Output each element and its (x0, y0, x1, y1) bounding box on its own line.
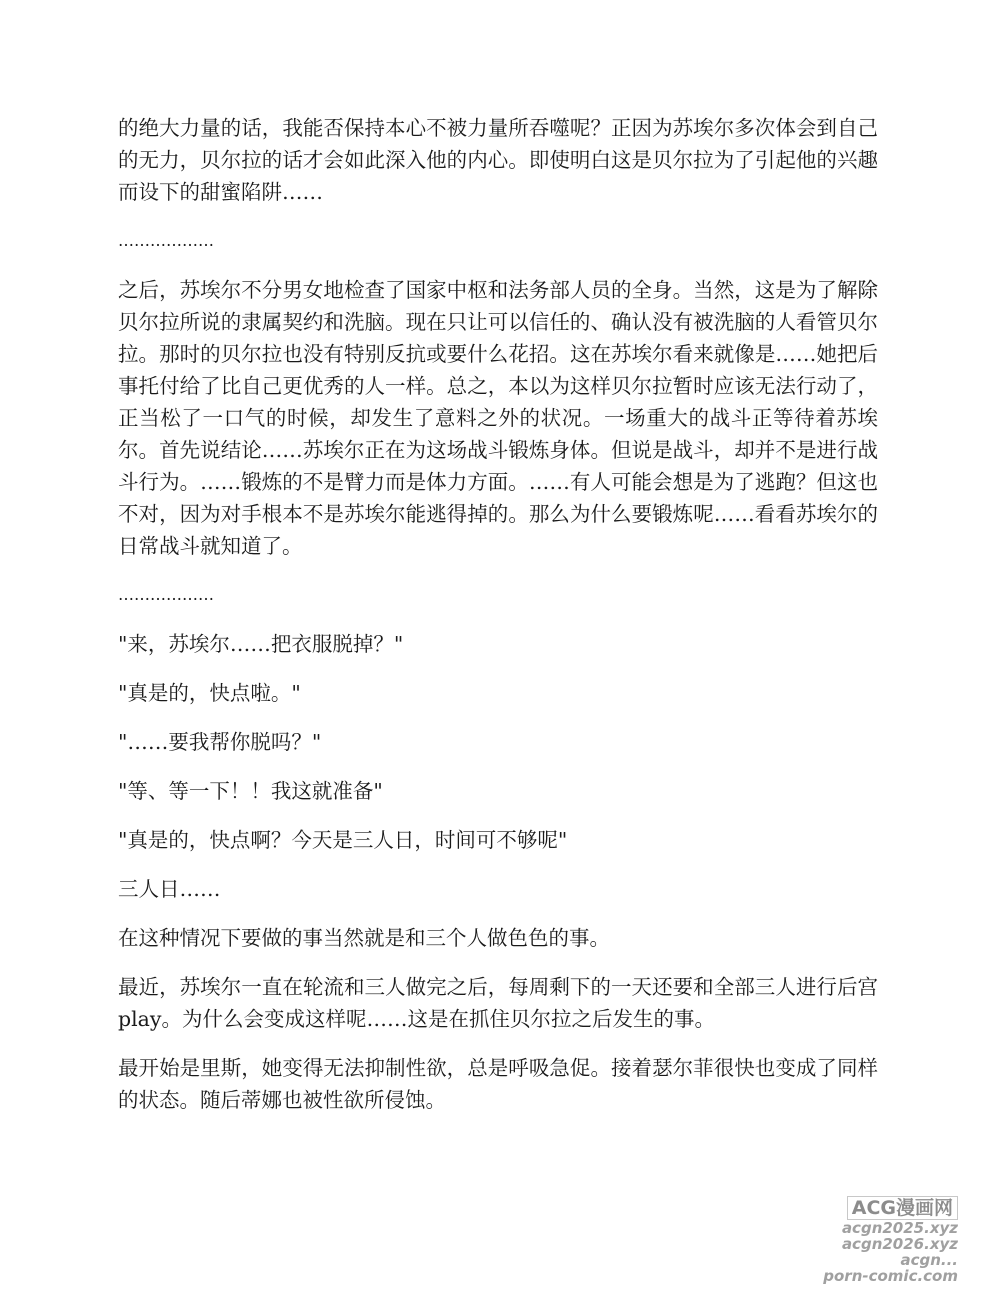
watermark-line: porn-comic.com (823, 1267, 958, 1285)
document-body (118, 112, 878, 1133)
dialogue-line: "等、等一下！！我这就准备" (118, 779, 383, 803)
watermark-logo: ACG漫画网 (847, 1196, 958, 1220)
dialogue-line: "来，苏埃尔……把衣服脱掉？" (118, 632, 404, 656)
paragraph: 在这种情况下要做的事当然就是和三个人做色色的事。 (118, 926, 610, 950)
section-separator: ……………… (118, 231, 214, 250)
dialogue-line: "真是的，快点啦。" (118, 681, 301, 705)
paragraph: 之后，苏埃尔不分男女地检查了国家中枢和法务部人员的全身。当然，这是为了解除贝尔拉所说的隶属契约和洗脑。现在只让可以信任的、确认没有被洗脑的人看管贝尔拉。那时的贝尔拉也没有特别反抗或要什么花招。这在苏埃尔看来就像是……她把后事托付给了比自己更优秀的人一样。总之，本以为这样贝尔拉暂时应该无法行动了，正当松了一口气的时候，却发生了意料之外的状况。一场重大的战斗正等待着苏埃尔。首先说结论……苏埃尔正在为这场战斗锻炼身体。但说是战斗，却并不是进行战斗行为。……锻炼的不是臂力而是体力方面。……有人可能会想是为了逃跑？但这也不对，因为对手根本不是苏埃尔能逃得掉的。那么为什么要锻炼呢……看看苏埃尔的日常战斗就知道了。 (118, 278, 878, 558)
dialogue-line: 三人日…… (118, 877, 221, 901)
dialogue-line: "真是的，快点啊？今天是三人日，时间可不够呢" (118, 828, 568, 852)
watermark-line: acgn2025.xyz (841, 1219, 958, 1237)
paragraph: 的绝大力量的话，我能否保持本心不被力量所吞噬呢？正因为苏埃尔多次体会到自己的无力，贝尔拉的话才会如此深入他的内心。即使明白这是贝尔拉为了引起他的兴趣而设下的甜蜜陷阱…… (118, 116, 878, 204)
watermark-line: acgn... (900, 1251, 958, 1269)
watermark-line: acgn2026.xyz (841, 1235, 958, 1253)
paragraph: 最开始是里斯，她变得无法抑制性欲，总是呼吸急促。接着瑟尔菲很快也变成了同样的状态。随后蒂娜也被性欲所侵蚀。 (118, 1056, 878, 1112)
section-separator: ……………… (118, 585, 214, 604)
paragraph: 最近，苏埃尔一直在轮流和三人做完之后，每周剩下的一天还要和全部三人进行后宫 play。为什么会变成这样呢……这是在抓住贝尔拉之后发生的事。 (118, 975, 878, 1031)
watermark (820, 1196, 958, 1284)
dialogue-line: "……要我帮你脱吗？" (118, 730, 322, 754)
